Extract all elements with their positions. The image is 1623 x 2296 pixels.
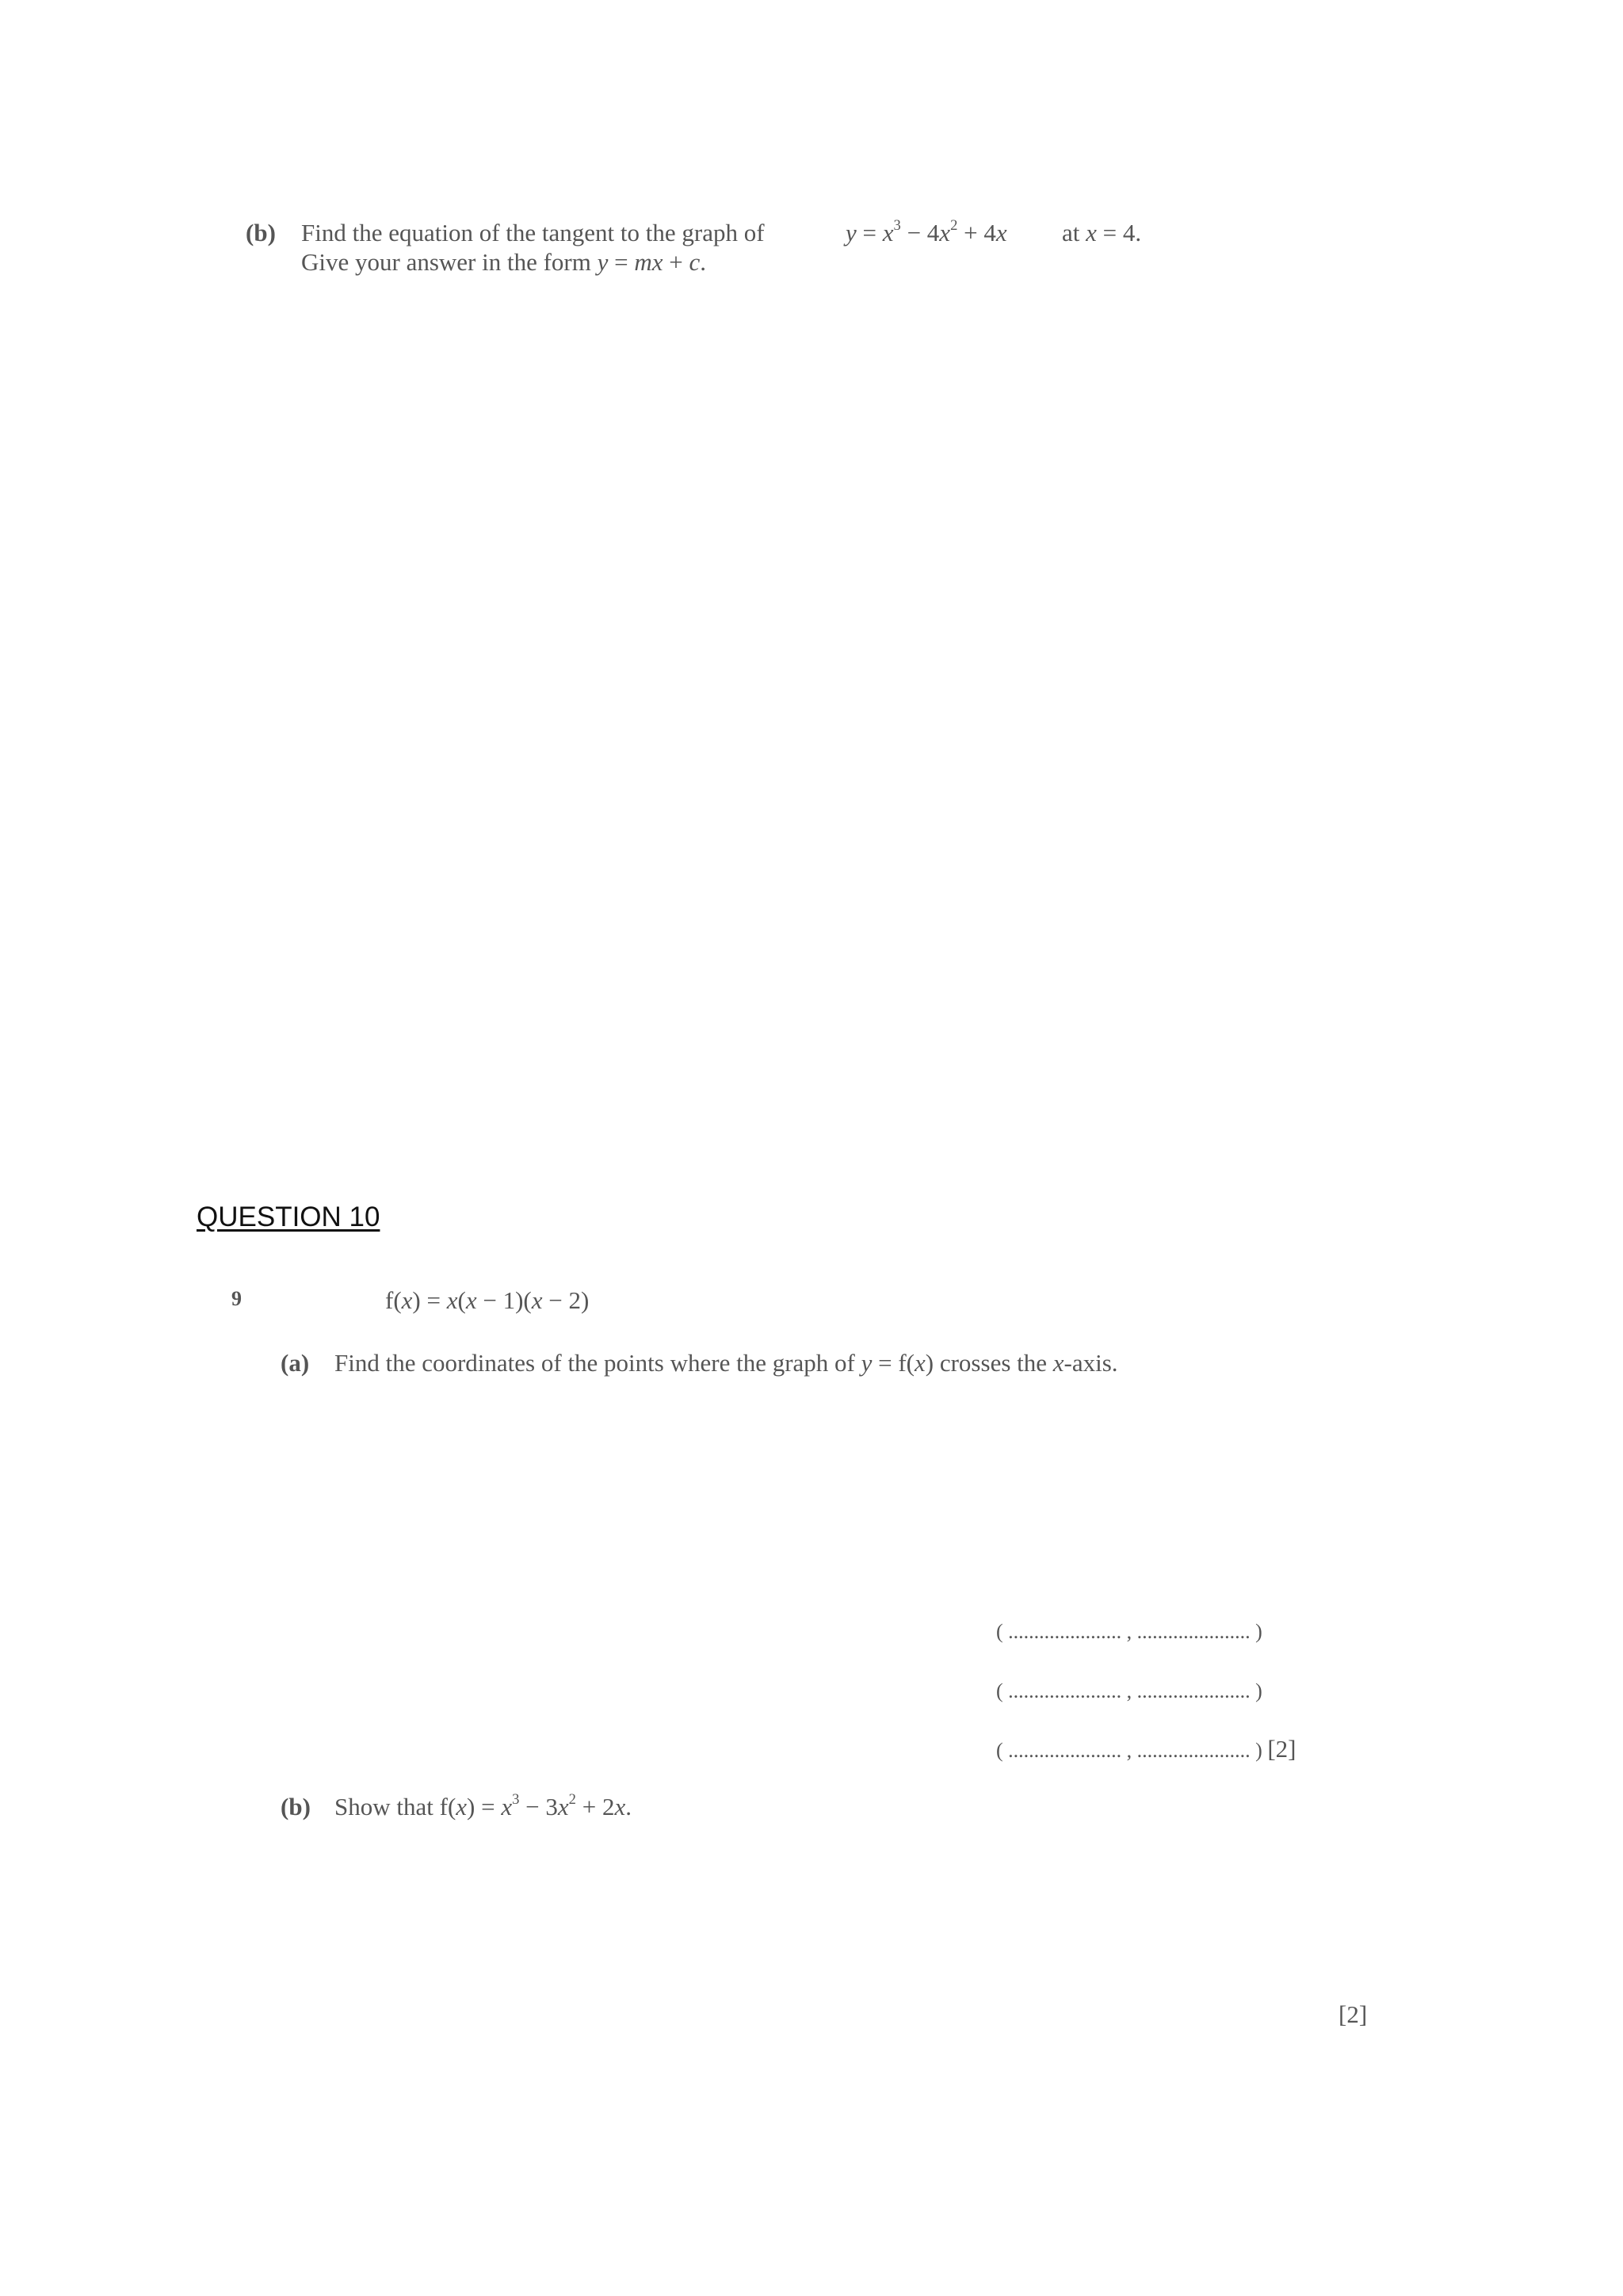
- part-a-text-1: Find the coordinates of the points where the graph of: [334, 1349, 861, 1377]
- at-value: = 4.: [1096, 219, 1142, 246]
- eq-exponent-3: 3: [893, 217, 901, 235]
- part-a-text-3: -axis.: [1064, 1349, 1118, 1377]
- part-a-axis-var: x: [1052, 1349, 1064, 1377]
- coordinate-blank[interactable]: ( ...................... , ...................... ): [996, 1679, 1262, 1702]
- form-equals: =: [608, 248, 635, 276]
- show-exponent-3: 3: [512, 1791, 520, 1809]
- fx-factor-2: − 2): [542, 1286, 590, 1314]
- part-a-var-y: y: [861, 1349, 873, 1377]
- eq-var-x: x: [882, 219, 894, 246]
- part-a-question: [334, 1349, 1118, 1377]
- fx-var-x: x: [401, 1286, 413, 1314]
- show-end: .: [625, 1793, 632, 1820]
- answer-form-instruction: [301, 248, 706, 277]
- fx-equals: ) =: [412, 1286, 447, 1314]
- answer-coordinate-blank-1[interactable]: [996, 1616, 1262, 1645]
- show-plus-term: + 2: [575, 1793, 615, 1820]
- question-number: 9: [231, 1287, 242, 1310]
- part-b-label: (b): [246, 219, 276, 246]
- eq-minus-term: − 4: [900, 219, 940, 246]
- show-exponent-2: 2: [568, 1791, 576, 1809]
- fx-var-x: x: [531, 1286, 543, 1314]
- eq-var-x: x: [939, 219, 951, 246]
- eq-exponent-2: 2: [950, 217, 958, 235]
- form-c: c: [689, 248, 701, 276]
- show-var-x: x: [557, 1793, 569, 1820]
- part-a-label: (a): [281, 1349, 310, 1377]
- part-a-eq: = f(: [872, 1349, 915, 1377]
- show-var-x: x: [501, 1793, 513, 1820]
- part-b-marks: [2]: [1338, 2000, 1368, 2028]
- form-plus: +: [663, 248, 689, 276]
- marks-label: [2]: [1267, 1735, 1296, 1763]
- tangent-point: [1062, 219, 1141, 247]
- eq-equals: =: [856, 219, 883, 246]
- eq-plus-term: + 4: [957, 219, 996, 246]
- answer-form-text: Give your answer in the form: [301, 248, 598, 276]
- eq-var-x: x: [995, 219, 1007, 246]
- part-b-show-question: [334, 1793, 632, 1821]
- at-text: at: [1062, 219, 1086, 246]
- show-var-x: x: [614, 1793, 626, 1820]
- part-a-text-2: ) crosses the: [925, 1349, 1053, 1377]
- fx-f: f(: [385, 1286, 402, 1314]
- fx-var-x: x: [446, 1286, 458, 1314]
- show-text: Show that: [334, 1793, 440, 1820]
- part-b-question-text: Find the equation of the tangent to the graph of: [301, 219, 765, 246]
- form-var-y: y: [597, 248, 609, 276]
- answer-coordinate-blank-3[interactable]: [996, 1735, 1296, 1763]
- fx-var-x: x: [465, 1286, 477, 1314]
- eq-var-y: y: [846, 219, 857, 246]
- fx-factor-1: − 1)(: [476, 1286, 532, 1314]
- form-mx: mx: [634, 248, 663, 276]
- form-end: .: [700, 248, 707, 276]
- show-var-x: x: [456, 1793, 468, 1820]
- show-minus-term: − 3: [519, 1793, 558, 1820]
- at-var-x: x: [1086, 219, 1097, 246]
- show-f: f(: [439, 1793, 456, 1820]
- function-definition: [385, 1286, 589, 1315]
- part-a-var-x: x: [915, 1349, 926, 1377]
- answer-coordinate-blank-2[interactable]: [996, 1675, 1262, 1704]
- part-b-show-label: (b): [281, 1793, 311, 1820]
- coordinate-blank[interactable]: ( ...................... , ...................... ): [996, 1739, 1262, 1762]
- show-equals: ) =: [467, 1793, 502, 1820]
- question-heading: QUESTION 10: [197, 1201, 380, 1232]
- coordinate-blank[interactable]: ( ...................... , ...................... ): [996, 1620, 1262, 1643]
- tangent-curve-equation: [846, 219, 1007, 247]
- fx-paren: (: [457, 1286, 466, 1314]
